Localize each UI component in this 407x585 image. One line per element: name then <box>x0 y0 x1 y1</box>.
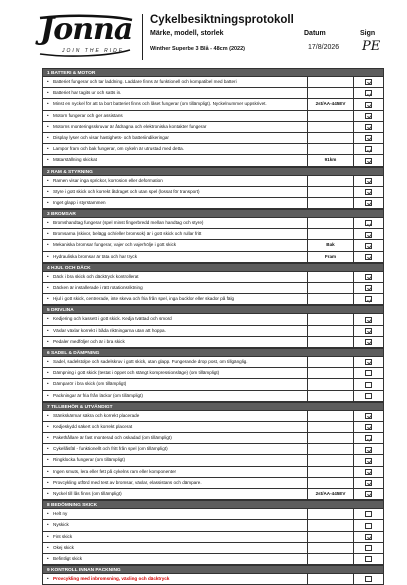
bullet-icon: • <box>47 435 49 441</box>
logo-tagline: JOIN THE RIDE <box>62 48 125 54</box>
checklist-item-note <box>307 532 353 542</box>
bullet-icon: • <box>47 358 49 364</box>
bullet-icon: • <box>47 296 49 302</box>
checklist-item-note <box>307 133 353 143</box>
checklist-item-note <box>307 88 353 98</box>
checkbox-cell <box>353 326 383 336</box>
checked-checkbox[interactable] <box>365 200 372 206</box>
checklist-item-note <box>307 314 353 324</box>
checklist-row <box>42 122 384 133</box>
checked-checkbox[interactable] <box>365 90 372 96</box>
checkbox-cell <box>353 77 383 87</box>
checkbox-cell <box>353 433 383 443</box>
checklist-item-text: Display lyser och visar hastighets- och batteriindikeringar <box>53 134 169 140</box>
checkbox-cell <box>353 543 383 553</box>
checklist-item-text: Provcykling utförd med test av bromsar, växlar, elassistans och dämpare. <box>53 479 202 485</box>
checklist-item-text: Kedjeskydd säkert och korrekt placerat <box>53 423 133 429</box>
signature-value: PE <box>362 39 381 54</box>
checkbox-cell <box>353 411 383 421</box>
checklist-item-text: Ringklocka fungerar (om tillämpligt) <box>53 457 125 463</box>
bullet-icon: • <box>47 188 49 194</box>
checklist-row <box>42 133 384 144</box>
bike-model-label: Märke, modell, storlek <box>150 30 224 37</box>
checklist-item-note <box>307 478 353 488</box>
checklist-row <box>42 467 384 478</box>
checklist-item-text: Provcykling med inbromsning, växling och däcktryck <box>53 576 170 582</box>
bullet-icon: • <box>47 316 49 322</box>
signature-label: Sign <box>360 30 376 37</box>
checklist-row <box>42 187 384 198</box>
checklist-item-note <box>307 411 353 421</box>
empty-checkbox[interactable] <box>365 382 372 388</box>
checklist-item-text: Pedaler medföljer och är i bra skick <box>53 338 125 344</box>
checkbox-cell <box>353 357 383 367</box>
checklist-item-note <box>307 229 353 239</box>
checklist-item-text: Bromshandtag fungerar (spel minst fingerbredd mellan handtag och styre) <box>53 220 204 226</box>
checklist-item-text: Sadel, sadelstolpe och sadelskruv i gott skick, utan glapp. Fungerande drop post, om tillgänglig. <box>53 358 248 364</box>
bullet-icon: • <box>47 522 49 528</box>
checklist-item-note: 2st/AA-445EV <box>307 99 353 109</box>
checked-checkbox[interactable] <box>365 317 372 323</box>
bullet-icon: • <box>47 123 49 129</box>
bullet-icon: • <box>47 555 49 561</box>
bullet-icon: • <box>47 101 49 107</box>
checked-checkbox[interactable] <box>365 285 372 291</box>
checkbox-cell <box>353 229 383 239</box>
checklist-row <box>42 444 384 455</box>
checkbox-cell <box>353 520 383 530</box>
checklist-item-note: Bak <box>307 240 353 250</box>
checkbox-cell <box>353 252 383 262</box>
checklist-row <box>42 368 384 379</box>
checked-checkbox[interactable] <box>365 189 372 195</box>
checked-checkbox[interactable] <box>365 113 372 119</box>
checklist-item-text: Hydrauliska bromsar är täta och har tryck <box>53 253 137 259</box>
checklist-row <box>42 198 384 209</box>
bullet-icon: • <box>47 457 49 463</box>
checkbox-cell <box>353 532 383 542</box>
bullet-icon: • <box>47 381 49 387</box>
checkbox-cell <box>353 391 383 401</box>
checkbox-cell <box>353 283 383 293</box>
bullet-icon: • <box>47 479 49 485</box>
checklist-item-text: Stänkskärmar säkra och korrekt placerade <box>53 412 140 418</box>
checked-checkbox[interactable] <box>365 79 372 85</box>
checkbox-cell <box>353 337 383 347</box>
bullet-icon: • <box>47 199 49 205</box>
checklist-row <box>42 272 384 283</box>
checklist-row <box>42 176 384 187</box>
checkbox-cell <box>353 218 383 228</box>
checklist-row <box>42 489 384 500</box>
checklist-item-note <box>307 543 353 553</box>
checkbox-cell <box>353 554 383 564</box>
checklist-item-text: Fint skick <box>53 533 73 539</box>
checked-checkbox[interactable] <box>365 480 372 486</box>
bullet-icon: • <box>47 423 49 429</box>
bullet-icon: • <box>47 273 49 279</box>
checklist-item-text: Däcken är installerade i rätt rotationsriktning <box>53 285 143 290</box>
checklist-row <box>42 422 384 433</box>
bullet-icon: • <box>47 253 49 259</box>
checkbox-cell <box>353 144 383 154</box>
checked-checkbox[interactable] <box>365 534 372 540</box>
checklist-item-text: Däck i bra skick och däcktryck kontrollerat <box>53 273 139 279</box>
checklist-item-text: Växlar växlar korrekt i båda riktningarna utan att hoppa. <box>53 327 166 333</box>
brand-logo <box>32 12 136 60</box>
bullet-icon: • <box>47 446 49 452</box>
checklist-row <box>42 218 384 229</box>
bullet-icon: • <box>47 146 49 152</box>
section-header: 8 BEDÖMNING SKICK <box>42 500 384 509</box>
checklist-item-text: Befintligt skick <box>53 555 83 561</box>
checklist-item-note <box>307 294 353 304</box>
checkbox-cell <box>353 467 383 477</box>
checklist-item-note <box>307 198 353 208</box>
checklist-item-note <box>307 272 353 282</box>
checklist-item-note: 91km <box>307 155 353 165</box>
checklist-item-text: Hjul i gott skick, centrerade, inte skeva och fria från spel, inga bucklor eller skador på fälg <box>53 296 235 302</box>
checked-checkbox[interactable] <box>365 135 372 141</box>
checklist-row <box>42 554 384 565</box>
checklist-row <box>42 543 384 554</box>
checkbox-cell <box>353 99 383 109</box>
checklist-item-text: Bromsarna (skivor, belägg och/eller bromsok) är i gott skick och rullar fritt <box>53 231 202 237</box>
checklist-item-text: Cykellåsfäl - funktionellt och fritt från spel (om tillämpligt) <box>53 446 168 452</box>
bullet-icon: • <box>47 90 49 96</box>
checklist-item-note <box>307 554 353 564</box>
bullet-icon: • <box>47 533 49 539</box>
checkbox-cell <box>353 88 383 98</box>
header <box>32 10 386 64</box>
checklist-row <box>42 574 384 585</box>
date-label: Datum <box>304 30 326 37</box>
section-header: 1 BATTERI & MOTOR <box>42 68 384 77</box>
document-title: Cykelbesiktningsprotokoll <box>150 14 294 26</box>
checklist-item-note <box>307 574 353 584</box>
bullet-icon: • <box>47 285 49 290</box>
checklist-item-note <box>307 433 353 443</box>
checklist-item-text: Helt ny <box>53 511 68 517</box>
empty-checkbox[interactable] <box>365 511 372 517</box>
checklist-item-text: Okej skick <box>53 544 74 550</box>
checklist-item-text: Mätarställning skickat <box>53 157 97 163</box>
checklist-item-note <box>307 467 353 477</box>
checklist-row <box>42 229 384 240</box>
checked-checkbox[interactable] <box>365 359 372 365</box>
checked-checkbox[interactable] <box>365 424 372 430</box>
checklist-row <box>42 294 384 305</box>
section-header: 5 DRIVLINA <box>42 305 384 314</box>
checked-checkbox[interactable] <box>365 469 372 475</box>
checklist-item-text: Motorns monteringsskruvar är åtdragna och elektroniska kontakter fungerar <box>53 123 207 129</box>
checklist-item-text: Nyskick <box>53 522 69 528</box>
empty-checkbox[interactable] <box>365 576 372 582</box>
section-header: 4 HJUL OCH DÄCK <box>42 263 384 272</box>
checklist-row <box>42 509 384 520</box>
checklist-item-note <box>307 391 353 401</box>
checklist-item-text: Lampor fram och bak fungerar, om cykeln är utrustad med detta. <box>53 146 184 152</box>
checklist-item-text: Ramen visar inga sprickor, korrosion eller deformation <box>53 177 163 183</box>
checklist-item-note <box>307 422 353 432</box>
checkbox-cell <box>353 176 383 186</box>
checklist-row <box>42 88 384 99</box>
checklist-row <box>42 144 384 155</box>
section-header: 7 TILLBEHÖR & UTVÄNDIGT <box>42 402 384 411</box>
checked-checkbox[interactable] <box>365 328 372 334</box>
checklist-item-text: Nyckel till lås finns (om tillämpligt) <box>53 491 122 496</box>
checklist-table <box>42 68 384 585</box>
checked-checkbox[interactable] <box>365 274 372 280</box>
checkbox-cell <box>353 240 383 250</box>
checklist-item-note <box>307 218 353 228</box>
checklist-item-note <box>307 444 353 454</box>
checklist-item-note <box>307 111 353 121</box>
checklist-item-note <box>307 176 353 186</box>
checklist-item-note <box>307 122 353 132</box>
bike-model-value: Winther Superbe 3 Blå - 48cm (2022) <box>150 46 246 52</box>
checklist-row <box>42 411 384 422</box>
checklist-item-note: 2st/AA-445EV <box>307 489 353 499</box>
checkbox-cell <box>353 155 383 165</box>
checklist-item-note <box>307 455 353 465</box>
checklist-row <box>42 532 384 543</box>
checklist-item-text: Motorn fungerar och ger assistans <box>53 112 123 118</box>
checked-checkbox[interactable] <box>365 254 372 260</box>
checked-checkbox[interactable] <box>365 146 372 152</box>
checklist-row <box>42 326 384 337</box>
date-value: 17/8/2026 <box>308 44 340 51</box>
checklist-item-text: Ingen smuts, lera eller fett på cykelns ram eller komponenter <box>53 468 177 474</box>
bullet-icon: • <box>47 112 49 118</box>
checklist-item-note <box>307 187 353 197</box>
checked-checkbox[interactable] <box>365 232 372 238</box>
checklist-row <box>42 357 384 368</box>
section-header: 6 SADEL & DÄMPNING <box>42 348 384 357</box>
checklist-row <box>42 520 384 531</box>
checklist-row <box>42 478 384 489</box>
bullet-icon: • <box>47 392 49 398</box>
empty-checkbox[interactable] <box>365 393 372 399</box>
checked-checkbox[interactable] <box>365 220 372 226</box>
checkbox-cell <box>353 272 383 282</box>
checklist-item-note <box>307 337 353 347</box>
checkbox-cell <box>353 187 383 197</box>
checklist-item-note: Fram <box>307 252 353 262</box>
bullet-icon: • <box>47 338 49 344</box>
logo-wordmark: Jonna <box>40 12 133 47</box>
bullet-icon: • <box>47 544 49 550</box>
checklist-item-note <box>307 379 353 389</box>
checklist-item-note <box>307 283 353 293</box>
checklist-row <box>42 314 384 325</box>
checklist-item-note <box>307 144 353 154</box>
bullet-icon: • <box>47 231 49 237</box>
bullet-icon: • <box>47 511 49 517</box>
checked-checkbox[interactable] <box>365 491 372 497</box>
checklist-item-note <box>307 77 353 87</box>
bullet-icon: • <box>47 177 49 183</box>
checked-checkbox[interactable] <box>365 458 372 464</box>
checkbox-cell <box>353 368 383 378</box>
checklist-row <box>42 155 384 166</box>
checkbox-cell <box>353 509 383 519</box>
checklist-row <box>42 252 384 263</box>
checklist-item-text: Packningar är fria från läckor (om tillämpligt) <box>53 392 143 398</box>
section-header: 2 RAM & STYRNING <box>42 167 384 176</box>
checklist-item-text: Mekaniska bromsar fungerar, vajer och vajerhölje i gott skick <box>53 242 177 248</box>
checkbox-cell <box>353 133 383 143</box>
checked-checkbox[interactable] <box>365 178 372 184</box>
checklist-item-note <box>307 520 353 530</box>
checklist-item-text: Inget glapp i styrstammen <box>53 199 106 205</box>
bullet-icon: • <box>47 327 49 333</box>
checkbox-cell <box>353 422 383 432</box>
bullet-icon: • <box>47 157 49 163</box>
checklist-row <box>42 337 384 348</box>
checked-checkbox[interactable] <box>365 339 372 345</box>
checkbox-cell <box>353 489 383 499</box>
checked-checkbox[interactable] <box>365 435 372 441</box>
section-header: 3 BROMSAR <box>42 209 384 218</box>
empty-checkbox[interactable] <box>365 370 372 376</box>
checklist-item-text: Batteriet har tagits ur och satts in. <box>53 90 122 96</box>
checklist-row <box>42 111 384 122</box>
checklist-item-note <box>307 509 353 519</box>
bullet-icon: • <box>47 220 49 226</box>
bullet-icon: • <box>47 468 49 474</box>
empty-checkbox[interactable] <box>365 556 372 562</box>
checked-checkbox[interactable] <box>365 413 372 419</box>
bullet-icon: • <box>47 576 49 582</box>
bullet-icon: • <box>47 370 49 376</box>
checkbox-cell <box>353 455 383 465</box>
bullet-icon: • <box>47 412 49 418</box>
checkbox-cell <box>353 444 383 454</box>
checkbox-cell <box>353 379 383 389</box>
checklist-item-note <box>307 326 353 336</box>
checkbox-cell <box>353 122 383 132</box>
checklist-item-text: Styre i gott skick och korrekt åtdraget och utan spel (lossat för transport) <box>53 188 200 194</box>
checklist-row <box>42 379 384 390</box>
checkbox-cell <box>353 478 383 488</box>
checklist-row <box>42 391 384 402</box>
checklist-item-text: Pakethållare är fast monterad och oskadad (om tillämpligt) <box>53 435 172 441</box>
checklist-row <box>42 433 384 444</box>
checklist-item-text: Dämparör i bra skick (om tillämpligt) <box>53 381 127 387</box>
checklist-item-text: Kedjering och kassett i gott skick. Kedja tvättad och smord <box>53 316 172 322</box>
checkbox-cell <box>353 574 383 584</box>
checked-checkbox[interactable] <box>365 158 372 164</box>
checked-checkbox[interactable] <box>365 447 372 453</box>
bullet-icon: • <box>47 134 49 140</box>
header-divider <box>142 14 143 60</box>
empty-checkbox[interactable] <box>365 523 372 529</box>
checklist-item-note <box>307 357 353 367</box>
checklist-row <box>42 99 384 110</box>
bullet-icon: • <box>47 242 49 248</box>
checkbox-cell <box>353 294 383 304</box>
checkbox-cell <box>353 198 383 208</box>
checklist-row <box>42 240 384 251</box>
checklist-item-text: Minst en nyckel för att ta bort batteriet finns och låset fungerar (om tillämpligt). Nyckelnummer uppskrivet. <box>53 101 267 107</box>
checkbox-cell <box>353 314 383 324</box>
section-header: 9 KONTROLL INNAN PACKNING <box>42 565 384 574</box>
checked-checkbox[interactable] <box>365 102 372 108</box>
bullet-icon: • <box>47 79 49 84</box>
checklist-item-text: Batteriet fungerar och tar laddning. Laddare finns är funktionell och kompatibel med batteri <box>53 79 237 84</box>
checked-checkbox[interactable] <box>365 243 372 249</box>
checked-checkbox[interactable] <box>365 124 372 130</box>
checklist-row <box>42 455 384 466</box>
checklist-row <box>42 77 384 88</box>
checklist-row <box>42 283 384 294</box>
checklist-item-text: Dämpning i gott skick (testat i öppet och stängt kompressionsläge) (om tillämpligt) <box>53 370 220 376</box>
checkbox-cell <box>353 111 383 121</box>
checked-checkbox[interactable] <box>365 296 372 302</box>
bullet-icon: • <box>47 491 49 496</box>
checklist-item-note <box>307 368 353 378</box>
empty-checkbox[interactable] <box>365 545 372 551</box>
